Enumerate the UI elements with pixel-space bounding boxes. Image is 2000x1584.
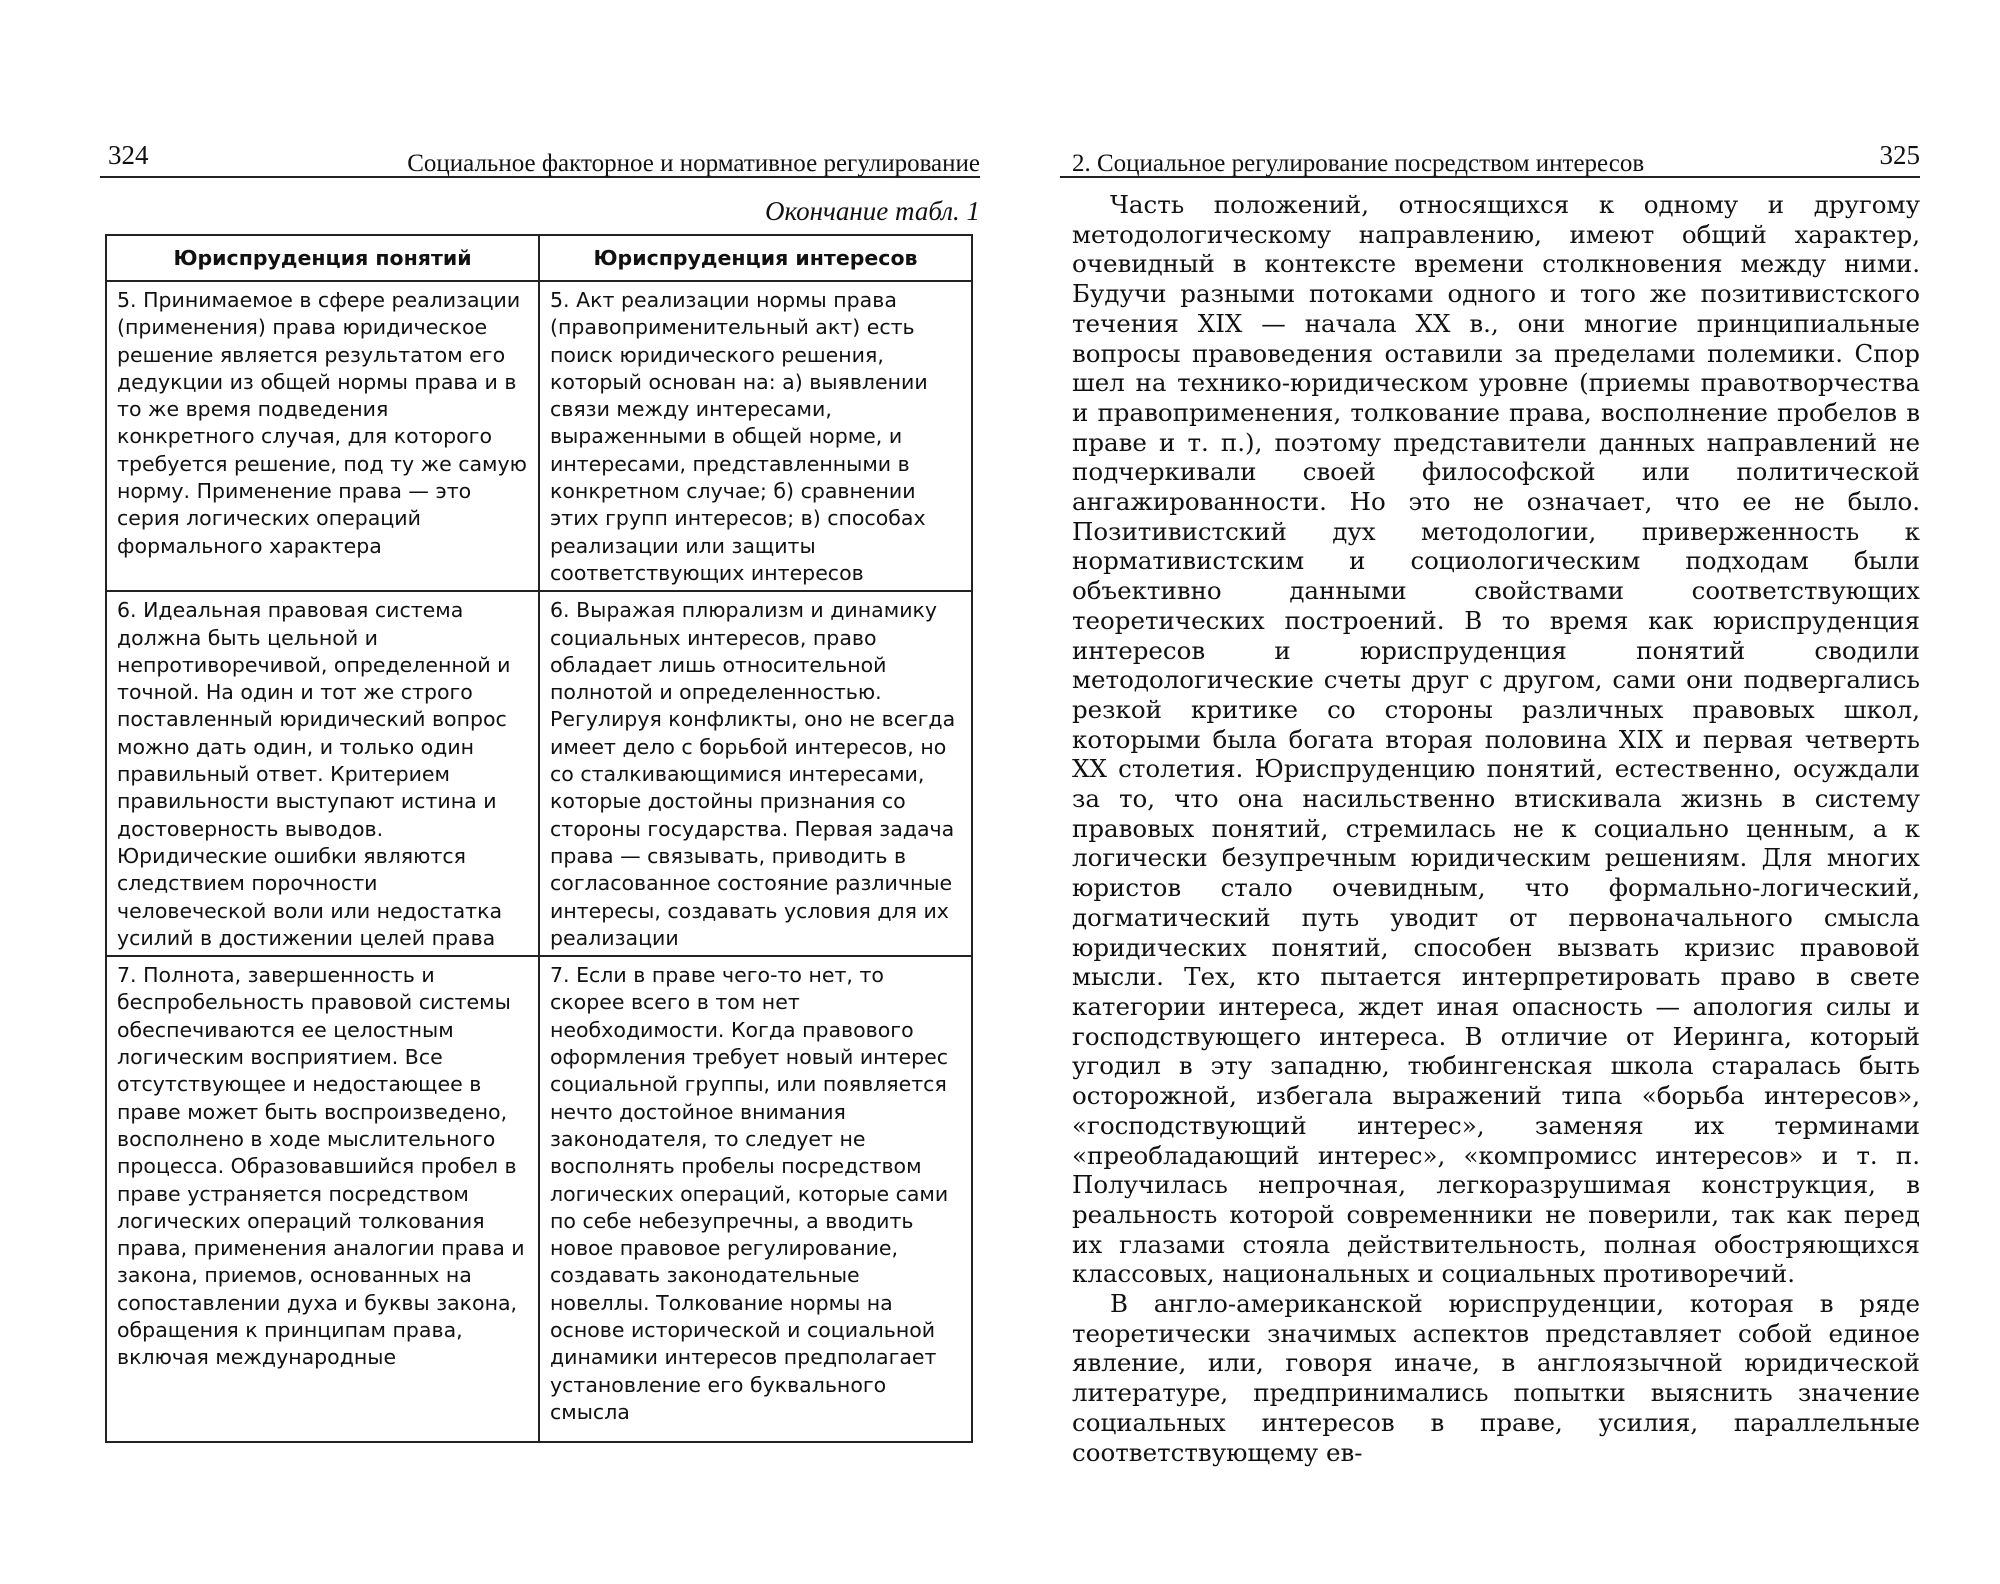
table-cell-interests-7 xyxy=(539,956,972,1442)
table-row xyxy=(106,591,972,956)
table-caption: Окончание табл. 1 xyxy=(764,196,980,226)
left-page-number: 324 xyxy=(108,140,149,170)
cell-text: 7. Если в праве чего-то нет, то скорее всего в том нет необходимости. Когда правового оформления требует новый интерес социальной группы, или появляется нечто достойное внимания законодателя, то следует не восполнять пробелы посредством логических операций, которые сами по себе небезупречны, а вводить новое правовое регулирование, создавать законодательные новеллы. Толкование нормы на основе исторической и социальной динамики интересов предполагает установление его буквального смысла xyxy=(550,963,949,1424)
table-header-row xyxy=(106,235,972,281)
cell-text: 6. Выражая плюрализм и динамику социальных интересов, право обладает лишь относительной полнотой и определенностью. Регулируя конфликты, оно не всегда имеет дело с борьбой интересов, но со сталкивающимися интересами, которые достойны признания со стороны государства. Первая задача права — связывать, приводить в согласованное состояние различные интересы, создавать условия для их реализации xyxy=(550,598,956,950)
table-cell-concepts-5 xyxy=(106,281,539,591)
cell-text: 5. Акт реализации нормы права (правоприменительный акт) есть поиск юридического решения, который основан на: а) выявлении связи между интересами, выраженными в общей норме, и интересами, представленными в конкретном случае; б) сравнении этих групп интересов; в) способах реализации или защиты соответствующих интересов xyxy=(550,288,928,585)
cell-text: 7. Полнота, завершенность и беспробельность правовой системы обеспечиваются ее целостным логическим восприятием. Все отсутствующее и недостающее в праве может быть воспроизведено, восполнено в ходе мыслительного процесса. Образовавшийся пробел в праве устраняется посредством логических операций толкования права, применения аналогии права и закона, приемов, основанных на сопоставлении духа и буквы закона, обращения к принципам права, включая международные xyxy=(117,963,525,1370)
right-page xyxy=(1060,0,1920,1584)
paragraph: Часть положений, относящихся к одному и другому методологическому направлению, имеют общий характер, очевидный в контексте времени столкновения между ними. Будучи разными потоками одного и того же позитивистского течения XIX — начала XX в., они многие принципиальные вопросы правоведения оставили за пределами полемики. Спор шел на технико-юридическом уровне (приемы правотворчества и правоприменения, толкование права, восполнение пробелов в праве и т. п.), поэтому представители данных направлений не подчеркивали своей философской или политической ангажированности. Но это не означает, что ее не было. Позитивистский дух методологии, приверженность к нормативистским и социологическим подходам были объективно данными свойствами соответствующих теоретических построений. В то время как юриспруденция интересов и юриспруденция понятий сводили методологические счеты друг с другом, сами они подвергались резкой критике со стороны различных правовых школ, которыми была богата вторая половина XIX и первая четверть XX столетия. Юриспруденцию понятий, естественно, осуждали за то, что она насильственно втискивала жизнь в систему правовых понятий, стремилась не к социально ценным, а к логически безупречным юридическим решениям. Для многих юристов стало очевидным, что формально-логический, догматический путь уводит от первоначального смысла юридических понятий, способен вызвать кризис правовой мысли. Тех, кто пытается интерпретировать право в свете категории интереса, ждет иная опасность — апология силы и господствующего интереса. В отличие от Иеринга, который угодил в эту западню, тюбингенская школа старалась быть осторожной, избегала выражений типа «борьба интересов», «господствующий интерес», заменяя их терминами «преобладающий интерес», «компромисс интересов» и т. п. Получилась непрочная, легкоразрушимая конструкция, в реальность которой современники не поверили, так как перед их глазами стояла действительность, полная обостряющихся классовых, национальных и социальных противоречий. xyxy=(1072,190,1920,1289)
cell-text: 6. Идеальная правовая система должна быть цельной и непротиворечивой, определенной и точной. На один и тот же строго поставленный юридический вопрос можно дать один, и только один правильный ответ. Критерием правильности выступают истина и достоверность выводов. Юридические ошибки являются следствием порочности человеческой воли или недостатка усилий в достижении целей права xyxy=(117,598,511,950)
right-running-head xyxy=(1060,138,1920,178)
left-running-title: Социальное факторное и нормативное регулирование xyxy=(407,150,980,177)
right-running-title: 2. Социальное регулирование посредством интересов xyxy=(1072,150,1645,177)
table-cell-interests-5 xyxy=(539,281,972,591)
table-row xyxy=(106,281,972,591)
table-cell-concepts-7 xyxy=(106,956,539,1442)
table-row xyxy=(106,956,972,1442)
table-cell-concepts-6 xyxy=(106,591,539,956)
cell-text: 5. Принимаемое в сфере реализации (применения) права юридическое решение является результатом его дедукции из общей нормы права и в то же время подведения конкретного случая, для которого требуется решение, под ту же самую норму. Применение права — это серия логических операций формального характера xyxy=(117,288,527,558)
table-cell-interests-6 xyxy=(539,591,972,956)
comparison-table xyxy=(105,234,973,1443)
table-header-interests: Юриспруденция интересов xyxy=(539,235,972,281)
left-running-head xyxy=(100,138,980,178)
left-page xyxy=(100,0,980,1584)
paragraph: В англо-американской юриспруденции, которая в ряде теоретически значимых аспектов представляет собой единое явление, или, говоря иначе, в англоязычной юридической литературе, предпринимались попытки выяснить значение социальных интересов в праве, усилия, параллельные соответствующему ев- xyxy=(1072,1289,1920,1467)
right-page-number: 325 xyxy=(1879,140,1920,170)
table-header-concepts: Юриспруденция понятий xyxy=(106,235,539,281)
body-text xyxy=(1072,190,1920,1467)
